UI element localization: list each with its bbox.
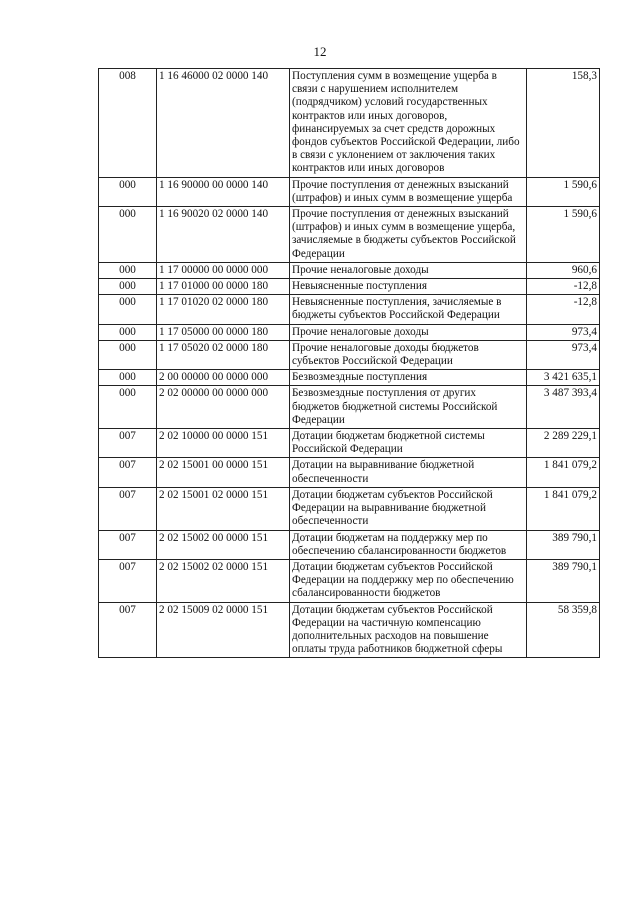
budget-code-cell: 1 17 05020 02 0000 180: [157, 340, 290, 369]
revenue-name-cell: Прочие неналоговые доходы бюджетов субъектов Российской Федерации: [290, 340, 527, 369]
amount-cell: 1 590,6: [527, 207, 600, 263]
table-row: [99, 262, 600, 278]
page-number: 12: [313, 44, 327, 59]
table-row: [99, 559, 600, 602]
revenue-name-cell: Невыясненные поступления: [290, 279, 527, 295]
table-row: [99, 177, 600, 206]
budget-code-cell: 1 17 01020 02 0000 180: [157, 295, 290, 324]
budget-code-cell: 2 02 15001 02 0000 151: [157, 487, 290, 530]
budget-code-cell: 1 17 01000 00 0000 180: [157, 279, 290, 295]
revenue-name-cell: Прочие неналоговые доходы: [290, 324, 527, 340]
admin-code-cell: 007: [99, 458, 157, 487]
budget-code-cell: 2 02 15002 00 0000 151: [157, 530, 290, 559]
table-row: [99, 530, 600, 559]
admin-code-cell: 000: [99, 207, 157, 263]
budget-code-cell: 2 02 15009 02 0000 151: [157, 602, 290, 658]
table-row: [99, 295, 600, 324]
amount-cell: 3 421 635,1: [527, 370, 600, 386]
table-row: [99, 279, 600, 295]
budget-code-cell: 2 02 15001 00 0000 151: [157, 458, 290, 487]
revenue-name-cell: Дотации бюджетам субъектов Российской Федерации на выравнивание бюджетной обеспеченности: [290, 487, 527, 530]
budget-code-cell: 1 16 90020 02 0000 140: [157, 207, 290, 263]
admin-code-cell: 007: [99, 487, 157, 530]
admin-code-cell: 000: [99, 386, 157, 429]
budget-code-cell: 2 02 10000 00 0000 151: [157, 429, 290, 458]
amount-cell: -12,8: [527, 279, 600, 295]
revenue-name-cell: Безвозмездные поступления: [290, 370, 527, 386]
budget-code-cell: 1 17 00000 00 0000 000: [157, 262, 290, 278]
amount-cell: 389 790,1: [527, 559, 600, 602]
amount-cell: -12,8: [527, 295, 600, 324]
revenue-name-cell: Прочие поступления от денежных взысканий (штрафов) и иных сумм в возмещение ущерба: [290, 177, 527, 206]
table-row: [99, 324, 600, 340]
table-row: [99, 487, 600, 530]
revenue-name-cell: Невыясненные поступления, зачисляемые в бюджеты субъектов Российской Федерации: [290, 295, 527, 324]
revenue-name-cell: Прочие неналоговые доходы: [290, 262, 527, 278]
amount-cell: 960,6: [527, 262, 600, 278]
budget-code-cell: 1 17 05000 00 0000 180: [157, 324, 290, 340]
budget-code-cell: 1 16 90000 00 0000 140: [157, 177, 290, 206]
amount-cell: 1 841 079,2: [527, 458, 600, 487]
amount-cell: 389 790,1: [527, 530, 600, 559]
admin-code-cell: 000: [99, 177, 157, 206]
revenue-name-cell: Дотации бюджетам бюджетной системы Российской Федерации: [290, 429, 527, 458]
revenue-name-cell: Поступления сумм в возмещение ущерба в связи с нарушением исполнителем (подрядчиком) условий государственных контрактов или иных договоров, финансируемых за счет средств дорожных фондов субъектов Российской Федерации, либо в связи с уклонением от заключения таких контрактов или иных договоров: [290, 69, 527, 178]
table-row: [99, 370, 600, 386]
table-row: [99, 340, 600, 369]
budget-code-cell: 2 00 00000 00 0000 000: [157, 370, 290, 386]
admin-code-cell: 007: [99, 602, 157, 658]
budget-code-cell: 2 02 00000 00 0000 000: [157, 386, 290, 429]
revenue-name-cell: Прочие поступления от денежных взысканий (штрафов) и иных сумм в возмещение ущерба, зачисляемые в бюджеты субъектов Российской Федерации: [290, 207, 527, 263]
admin-code-cell: 007: [99, 559, 157, 602]
admin-code-cell: 000: [99, 340, 157, 369]
admin-code-cell: 000: [99, 324, 157, 340]
table-row: [99, 429, 600, 458]
admin-code-cell: 000: [99, 295, 157, 324]
amount-cell: 973,4: [527, 340, 600, 369]
amount-cell: 158,3: [527, 69, 600, 178]
table-row: [99, 602, 600, 658]
admin-code-cell: 008: [99, 69, 157, 178]
amount-cell: 2 289 229,1: [527, 429, 600, 458]
admin-code-cell: 000: [99, 370, 157, 386]
amount-cell: 3 487 393,4: [527, 386, 600, 429]
table-row: [99, 207, 600, 263]
admin-code-cell: 000: [99, 262, 157, 278]
amount-cell: 1 841 079,2: [527, 487, 600, 530]
admin-code-cell: 007: [99, 530, 157, 559]
table-row: [99, 458, 600, 487]
amount-cell: 1 590,6: [527, 177, 600, 206]
budget-code-cell: 1 16 46000 02 0000 140: [157, 69, 290, 178]
table-row: [99, 386, 600, 429]
revenue-name-cell: Дотации бюджетам субъектов Российской Федерации на частичную компенсацию дополнительных расходов на повышение оплаты труда работников бюджетной сферы: [290, 602, 527, 658]
revenue-name-cell: Дотации на выравнивание бюджетной обеспеченности: [290, 458, 527, 487]
revenue-name-cell: Дотации бюджетам на поддержку мер по обеспечению сбалансированности бюджетов: [290, 530, 527, 559]
amount-cell: 58 359,8: [527, 602, 600, 658]
revenue-name-cell: Дотации бюджетам субъектов Российской Федерации на поддержку мер по обеспечению сбалансированности бюджетов: [290, 559, 527, 602]
budget-code-cell: 2 02 15002 02 0000 151: [157, 559, 290, 602]
table-row: [99, 69, 600, 178]
admin-code-cell: 007: [99, 429, 157, 458]
amount-cell: 973,4: [527, 324, 600, 340]
revenue-table: [98, 68, 600, 658]
admin-code-cell: 000: [99, 279, 157, 295]
revenue-name-cell: Безвозмездные поступления от других бюджетов бюджетной системы Российской Федерации: [290, 386, 527, 429]
